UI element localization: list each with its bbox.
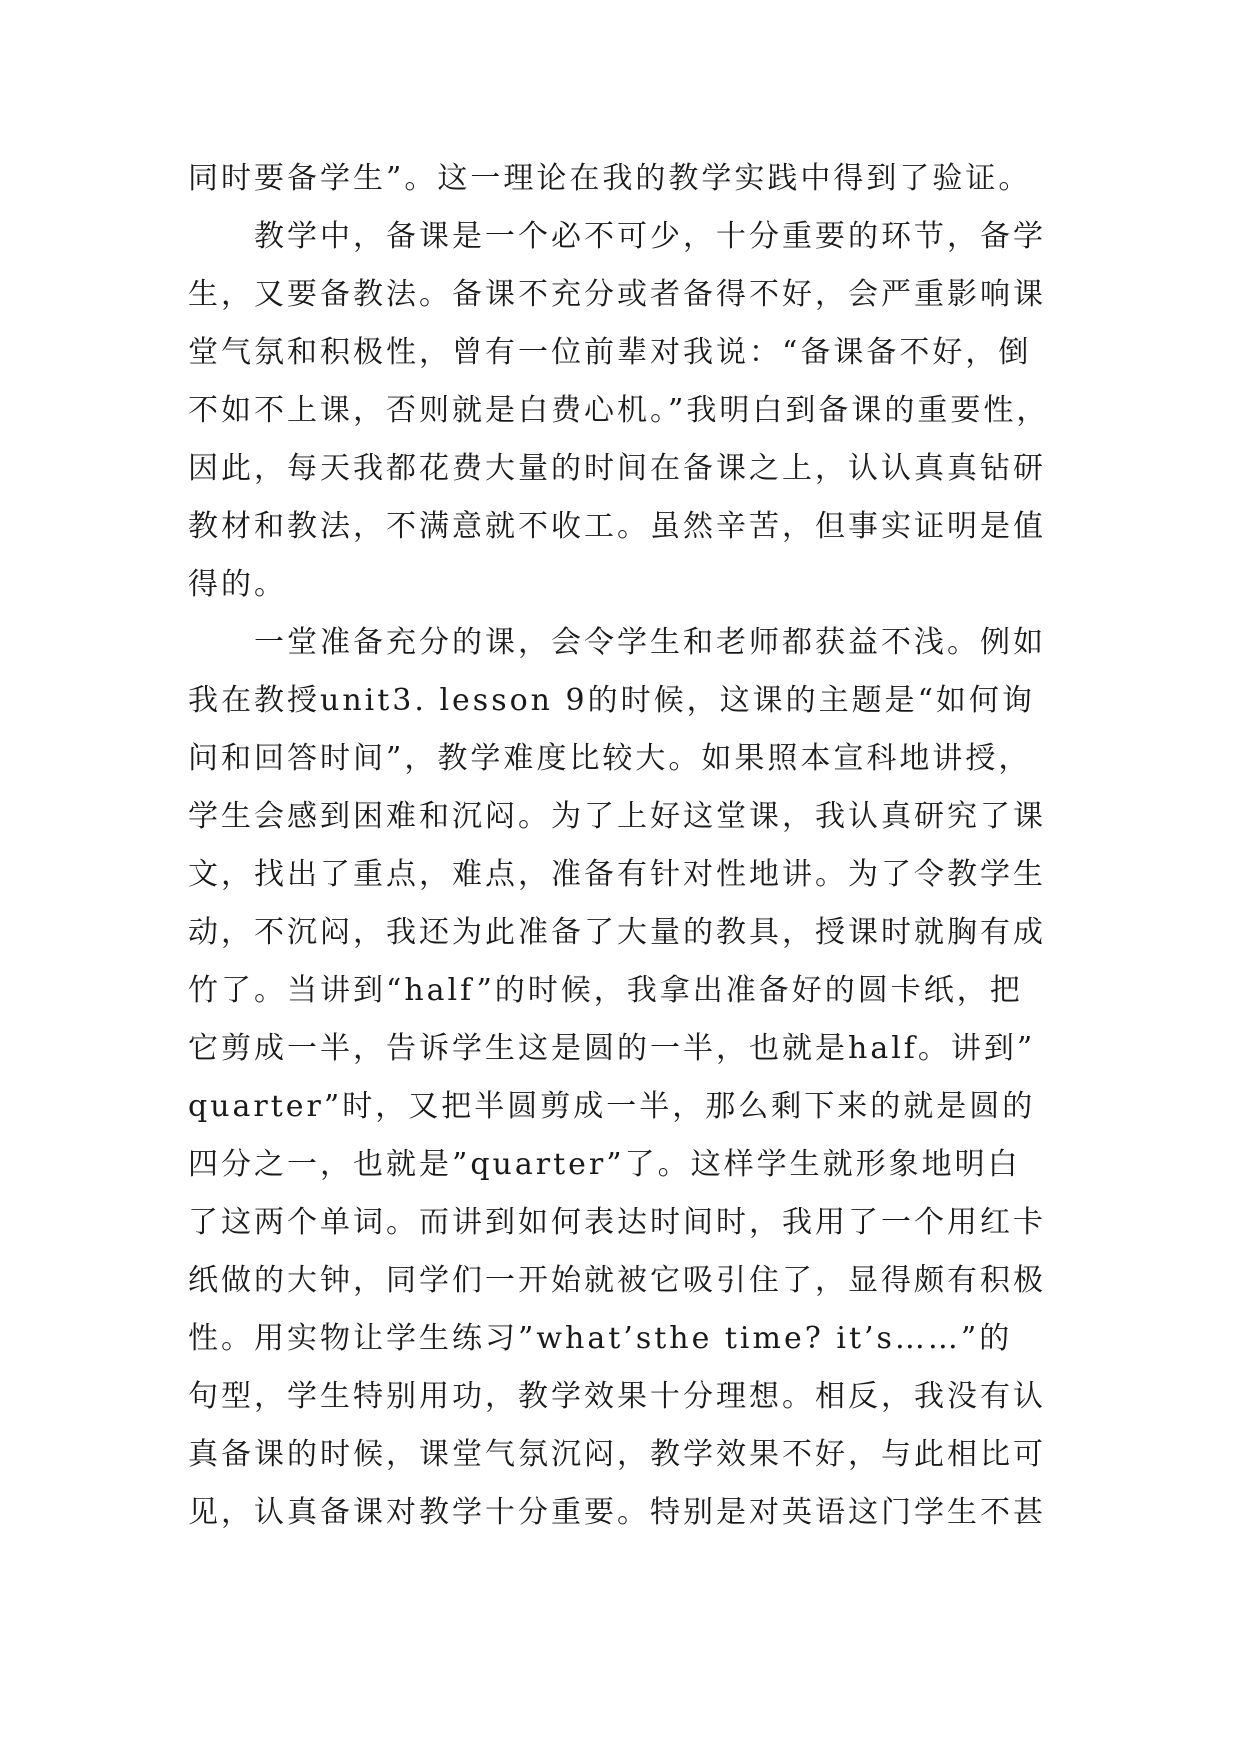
- text-line: 不如不上课，否则就是白费心机。”我明白到备课的重要性，: [188, 393, 1050, 428]
- text-line: quarter”时，又把半圆剪成一半，那么剩下来的就是圆的: [188, 1089, 1036, 1124]
- text-line: 一堂准备充分的课，会令学生和老师都获益不浅。例如: [254, 625, 1046, 660]
- paragraph-2: [188, 208, 1068, 614]
- text-line: 教材和教法，不满意就不收工。虽然辛苦，但事实证明是值: [188, 509, 1046, 544]
- text-line: 学生会感到困难和沉闷。为了上好这堂课，我认真研究了课: [188, 799, 1046, 834]
- text-line: 我在教授unit3. lesson 9的时候，这课的主题是“如何询: [188, 683, 1035, 718]
- text-line: 教学中，备课是一个必不可少，十分重要的环节，备学: [254, 219, 1046, 254]
- text-line: 了这两个单词。而讲到如何表达时间时，我用了一个用红卡: [188, 1205, 1046, 1240]
- text-line: 生，又要备教法。备课不充分或者备得不好，会严重影响课: [188, 277, 1046, 312]
- text-line: 问和回答时间”，教学难度比较大。如果照本宣科地讲授，: [188, 741, 1032, 776]
- text-line: 见，认真备课对教学十分重要。特别是对英语这门学生不甚: [188, 1495, 1046, 1530]
- paragraph-3: [188, 614, 1068, 1542]
- text-line: 纸做的大钟，同学们一开始就被它吸引住了，显得颇有积极: [188, 1263, 1046, 1298]
- paragraph-1: [188, 150, 1068, 208]
- text-line: 文，找出了重点，难点，准备有针对性地讲。为了令教学生: [188, 857, 1046, 892]
- text-line: 真备课的时候，课堂气氛沉闷，教学效果不好，与此相比可: [188, 1437, 1046, 1472]
- text-line: 因此，每天我都花费大量的时间在备课之上，认认真真钻研: [188, 451, 1046, 486]
- text-line: 四分之一，也就是”quarter”了。这样学生就形象地明白: [188, 1147, 1021, 1182]
- text-line: 它剪成一半，告诉学生这是圆的一半，也就是half。讲到”: [188, 1031, 1036, 1066]
- text-line: 得的。: [188, 567, 287, 602]
- text-line: 性。用实物让学生练习”what’sthe time? it’s……”的: [188, 1321, 1013, 1356]
- document-page: [188, 150, 1068, 1542]
- text-line: 动，不沉闷，我还为此准备了大量的教具，授课时就胸有成: [188, 915, 1046, 950]
- text-line: 同时要备学生”。这一理论在我的教学实践中得到了验证。: [188, 161, 1032, 196]
- text-line: 堂气氛和积极性，曾有一位前辈对我说：“备课备不好，倒: [188, 335, 1032, 370]
- text-line: 竹了。当讲到“half”的时候，我拿出准备好的圆卡纸，把: [188, 973, 1023, 1008]
- text-line: 句型，学生特别用功，教学效果十分理想。相反，我没有认: [188, 1379, 1046, 1414]
